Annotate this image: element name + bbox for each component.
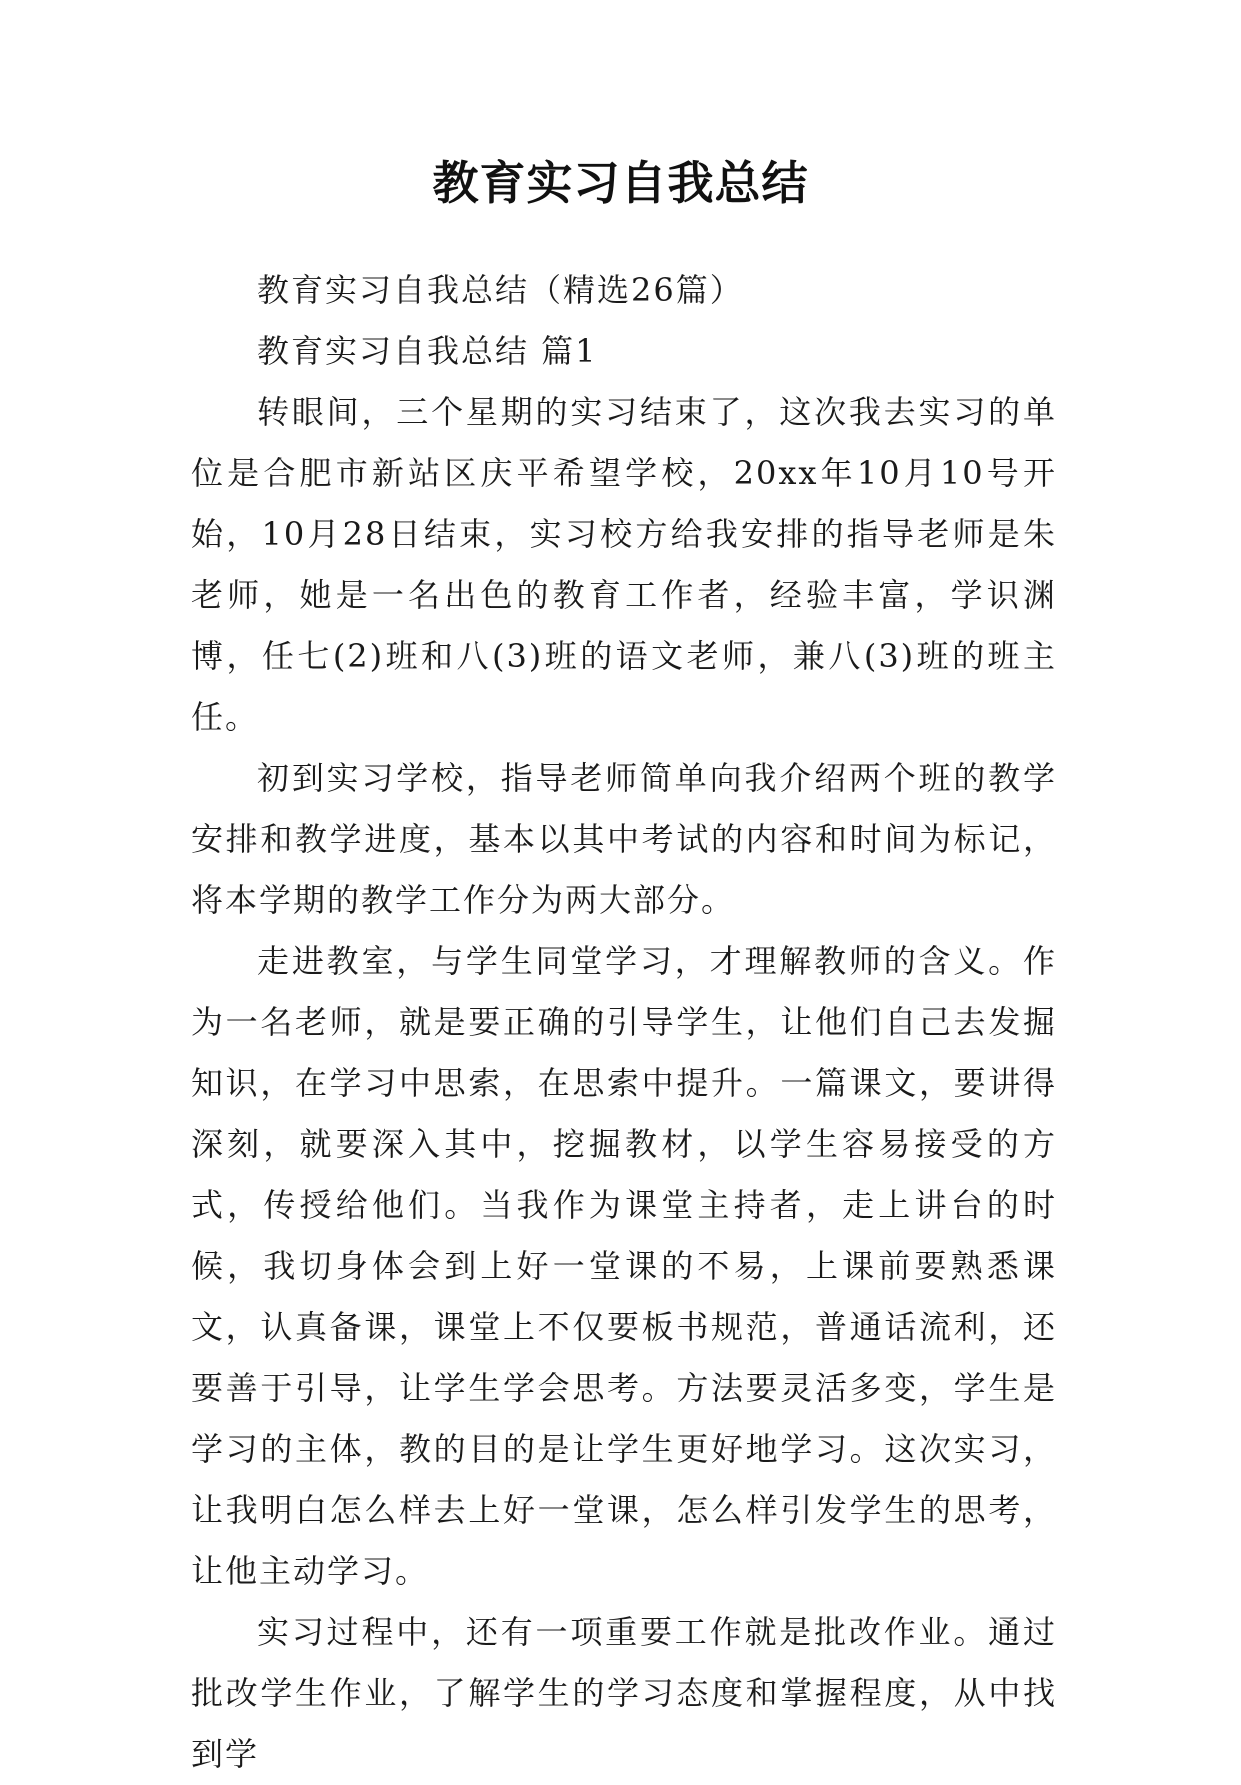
body-paragraph: 转眼间，三个星期的实习结束了，这次我去实习的单位是合肥市新站区庆平希望学校，20xx年10月10号开始，10月28日结束，实习校方给我安排的指导老师是朱老师，她是一名出色的教育工作者，经验丰富，学识渊博，任七(2)班和八(3)班的语文老师，兼八(3)班的班主任。	[191, 393, 1057, 736]
document-title: 教育实习自我总结	[432, 156, 809, 210]
body-paragraph: 实习过程中，还有一项重要工作就是批改作业。通过批改学生作业，了解学生的学习态度和掌握程度，从中找到学	[191, 1613, 1057, 1773]
section-heading: 教育实习自我总结 篇1	[257, 332, 598, 370]
body-paragraph: 走进教室，与学生同堂学习，才理解教师的含义。作为一名老师，就是要正确的引导学生，让他们自己去发掘知识，在学习中思索，在思索中提升。一篇课文，要讲得深刻，就要深入其中，挖掘教材，以学生容易接受的方式，传授给他们。当我作为课堂主持者，走上讲台的时候，我切身体会到上好一堂课的不易，上课前要熟悉课文，认真备课，课堂上不仅要板书规范，普通话流利，还要善于引导，让学生学会思考。方法要灵活多变，学生是学习的主体，教的目的是让学生更好地学习。这次实习，让我明白怎么样去上好一堂课，怎么样引发学生的思考，让他主动学习。	[191, 942, 1057, 1590]
document-body	[191, 260, 1057, 1785]
body-paragraph: 初到实习学校，指导老师简单向我介绍两个班的教学安排和教学进度，基本以其中考试的内容和时间为标记，将本学期的教学工作分为两大部分。	[191, 759, 1057, 919]
document-subtitle: 教育实习自我总结（精选26篇）	[257, 271, 744, 309]
